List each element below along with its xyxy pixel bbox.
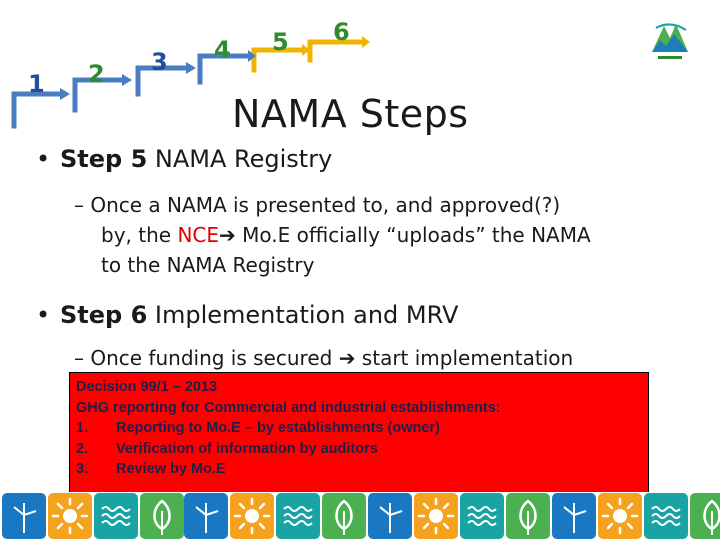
leaf-icon — [140, 493, 184, 539]
list-item: 1. Reporting to Mo.E – by establishments (owner) — [76, 420, 440, 436]
footer-icons — [0, 492, 720, 540]
bullet-step-5 — [36, 145, 332, 173]
step-number-6: 6 — [333, 18, 350, 46]
wind-turbine-icon — [184, 493, 228, 539]
bullet-text: Implementation and MRV — [147, 301, 459, 329]
water-waves-icon — [460, 493, 504, 539]
water-waves-icon — [94, 493, 138, 539]
bullet-dot: • — [36, 301, 51, 329]
step-number-2: 2 — [88, 60, 105, 88]
step-number-5: 5 — [272, 28, 289, 56]
list-item: 3. Review by Mo.E — [76, 461, 226, 477]
leaf-icon — [322, 493, 366, 539]
wind-turbine-icon — [552, 493, 596, 539]
stair-1 — [14, 94, 60, 126]
step-5-description — [74, 190, 591, 280]
wind-turbine-icon — [368, 493, 412, 539]
decision-title: Decision 99/1 – 2013 — [76, 379, 218, 395]
arrow-right-icon: ➔ — [338, 346, 356, 370]
sub-line: to the NAMA Registry — [101, 253, 315, 277]
list-item: 2. Verification of information by auditors — [76, 440, 378, 457]
sun-icon — [230, 493, 274, 539]
sun-icon — [598, 493, 642, 539]
nce-label: NCE — [177, 223, 219, 247]
sun-icon — [414, 493, 458, 539]
bullet-prefix: Step 6 — [60, 301, 148, 329]
water-waves-icon — [644, 493, 688, 539]
bullet-step-6 — [36, 301, 458, 329]
step-6-description: – Once funding is secured ➔ start implementation — [74, 346, 574, 370]
organization-logo-icon — [646, 16, 694, 64]
wind-turbine-icon — [2, 493, 46, 539]
sub-line: – Once a NAMA is presented to, and approved(?) — [74, 193, 561, 217]
page-title: NAMA Steps — [232, 92, 469, 136]
arrow-right-icon: ➔ — [219, 223, 236, 247]
decision-subtitle: GHG reporting for Commercial and industrial establishments: — [76, 399, 501, 416]
bullet-text: NAMA Registry — [147, 145, 333, 173]
step-number-3: 3 — [151, 48, 168, 76]
sun-icon — [48, 493, 92, 539]
step-number-4: 4 — [214, 36, 231, 64]
leaf-icon — [506, 493, 550, 539]
bullet-dot: • — [36, 145, 51, 173]
water-waves-icon — [276, 493, 320, 539]
step-number-1: 1 — [28, 70, 45, 98]
sub-line: by, the NCE➔ Mo.E officially “uploads” the NAMA — [101, 223, 591, 247]
decision-callout-box — [69, 372, 649, 494]
leaf-icon — [690, 493, 720, 539]
bullet-prefix: Step 5 — [60, 145, 148, 173]
